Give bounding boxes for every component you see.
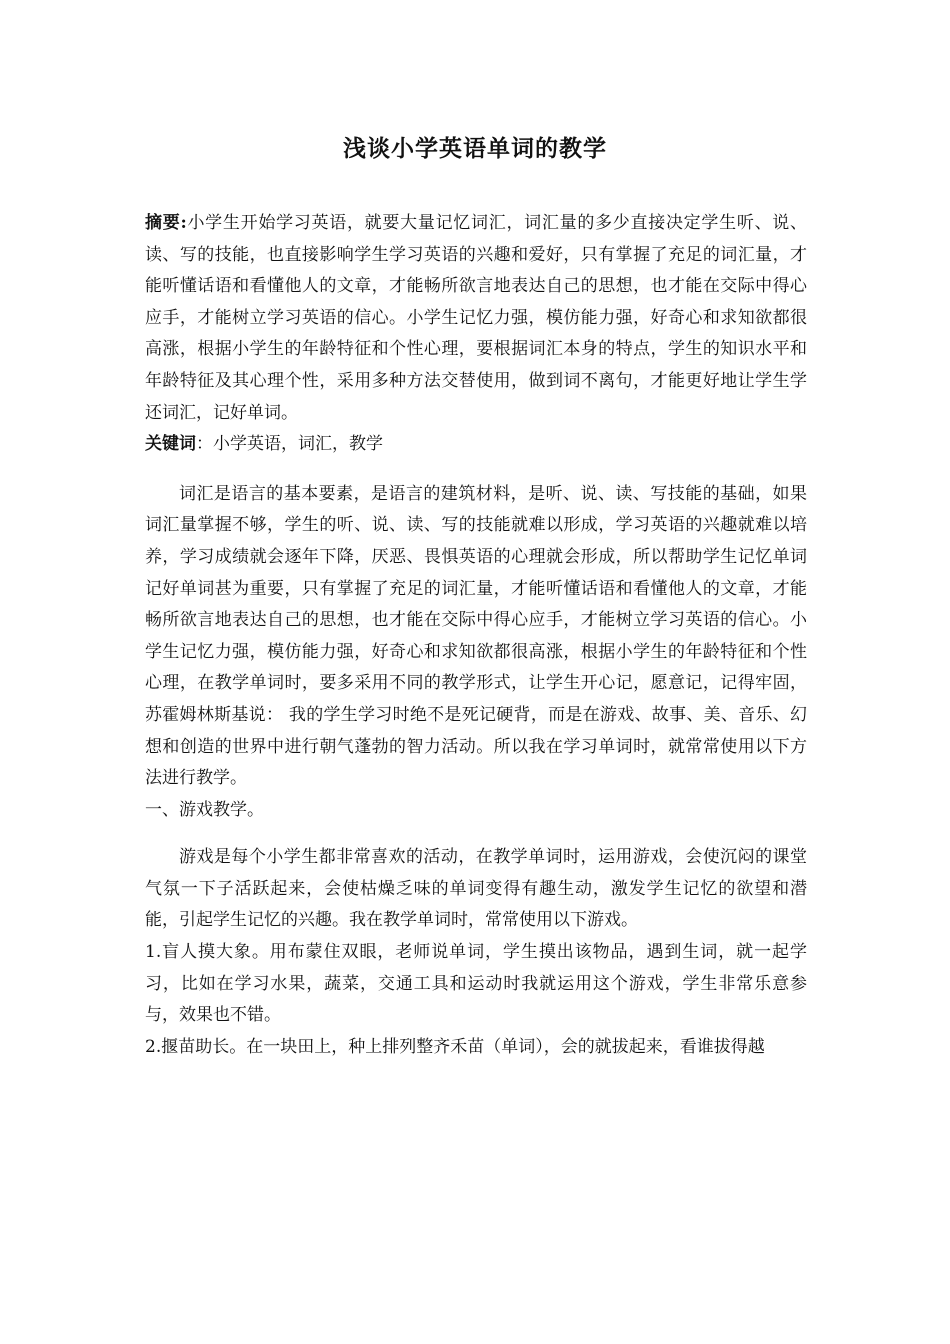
document-body — [145, 208, 807, 1063]
keywords-paragraph — [145, 429, 807, 461]
abstract-paragraph — [145, 208, 807, 429]
section-1-heading: 一、游戏教学。 — [145, 799, 264, 820]
abstract-text: 小学生开始学习英语，就要大量记忆词汇，词汇量的多少直接决定学生听、说、读、写的技能，也直接影响学生学习英语的兴趣和爱好，只有掌握了充足的词汇量，才能听懂话语和看懂他人的文章，才能畅所欲言地表达自己的思想，也才能在交际中得心应手，才能树立学习英语的信心。小学生记忆力强，模仿能力强，好奇心和求知欲都很高涨，根据小学生的年龄特征和个性心理，要根据词汇本身的特点，学生的知识水平和年龄特征及其心理个性，采用多种方法交替使用，做到词不离句，才能更好地让学生学还词汇，记好单词。 — [145, 213, 808, 423]
keywords-label: 关键词 — [145, 434, 196, 455]
keywords-text: ：小学英语，词汇，教学 — [196, 434, 383, 455]
list-item-2: 2.揠苗助长。在一块田上，种上排列整齐禾苗（单词），会的就拔起来，看谁拔得越 — [145, 1036, 765, 1057]
abstract-label: 摘要: — [145, 213, 187, 233]
paragraph-gap — [145, 461, 807, 479]
intro-paragraph: 词汇是语言的基本要素，是语言的建筑材料，是听、说、读、写技能的基础，如果词汇量掌握不够，学生的听、说、读、写的技能就难以形成，学习英语的兴趣就难以培养，学习成绩就会逐年下降，厌恶、畏惧英语的心理就会形成，所以帮助学生记忆单词记好单词甚为重要，只有掌握了充足的词汇量，才能听懂话语和看懂他人的文章，才能畅所欲言地表达自己的思想，也才能在交际中得心应手，才能树立学习英语的信心。小学生记忆力强，模仿能力强，好奇心和求知欲都很高涨，根据小学生的年龄特征和个性心理，在教学单词时，要多采用不同的教学形式，让学生开心记，愿意记，记得牢固，苏霍姆林斯基说： 我的学生学习时绝不是死记硬背，而是在游戏、故事、美、音乐、幻想和创造的世界中进行朝气蓬勃的智力活动。所以我在学习单词时，就常常使用以下方法进行教学。 — [145, 483, 807, 789]
document-title: 浅谈小学英语单词的教学 — [343, 135, 607, 162]
games-paragraph: 游戏是每个小学生都非常喜欢的活动，在教学单词时，运用游戏，会使沉闷的课堂气氛一下子活跃起来，会使枯燥乏味的单词变得有趣生动，激发学生记忆的欲望和潜能，引起学生记忆的兴趣。我在教学单词时，常常使用以下游戏。 — [145, 847, 807, 931]
list-item-1: 1.盲人摸大象。用布蒙住双眼，老师说单词，学生摸出该物品，遇到生词，就一起学习，比如在学习水果，蔬菜，交通工具和运动时我就运用这个游戏，学生非常乐意参与，效果也不错。 — [145, 942, 807, 1026]
paragraph-gap — [145, 826, 807, 842]
